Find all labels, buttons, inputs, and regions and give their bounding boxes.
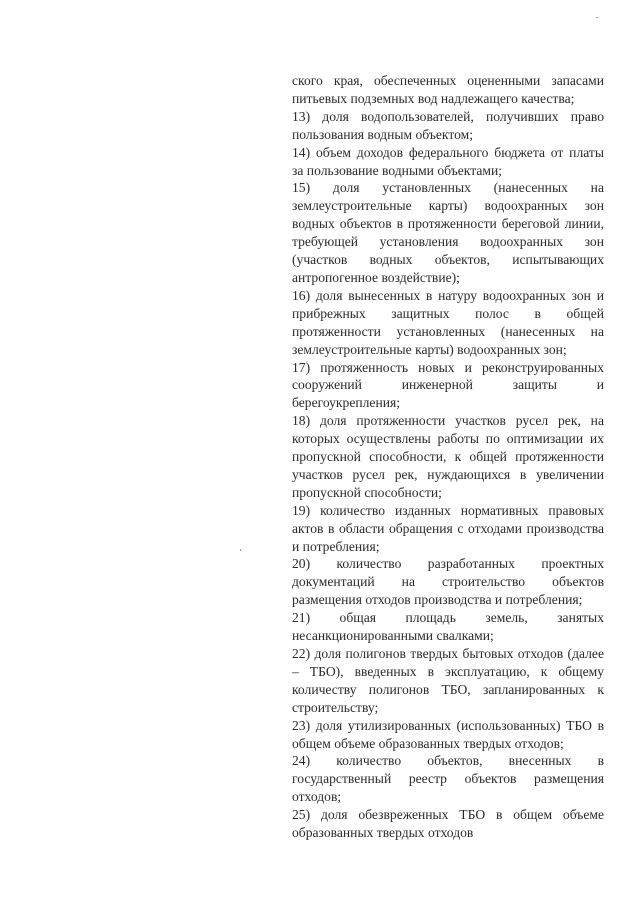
list-item: 13) доля водопользователей, получивших право пользования водным объектом; xyxy=(292,108,604,142)
list-item: 14) объем доходов федерального бюджета от платы за пользование водными объектами; xyxy=(292,144,604,178)
paragraph: ского края, обеспеченных оцененными запасами питьевых подземных вод надлежащего качества; xyxy=(292,73,604,106)
list-item: 19) количество изданных нормативных правовых актов в области обращения с отходами производства и потребления; xyxy=(292,502,604,554)
text-column xyxy=(292,72,604,842)
list-item: 23) доля утилизированных (использованных) ТБО в общем объеме образованных твердых отходов; xyxy=(292,717,604,751)
list-item: 17) протяженность новых и реконструированных сооружений инженерной защиты и берегоукрепления; xyxy=(292,359,604,411)
list-item: 25) доля обезвреженных ТБО в общем объеме образованных твердых отходов xyxy=(292,807,604,841)
list-item: 21) общая площадь земель, занятых несанкционированными свалками; xyxy=(292,610,604,644)
list-item: 22) доля полигонов твердых бытовых отходов (далее – ТБО), введенных в эксплуатацию, к общему количеству полигонов ТБО, запланированных к строительству; xyxy=(292,646,604,715)
list-item: 15) доля установленных (нанесенных на землеустроительные карты) водоохранных зон водных объектов в протяженности береговой линии, требующей установления водоохранных зон (участков водных объектов, испытывающих антропогенное воздействие); xyxy=(292,180,604,285)
scan-speck xyxy=(240,549,241,551)
list-item: 20) количество разработанных проектных документаций на строительство объектов размещения отходов производства и потребления; xyxy=(292,556,604,608)
list-item: 16) доля вынесенных в натуру водоохранных зон и прибрежных защитных полос в общей протяженности установленных (нанесенных на землеустроительные карты) водоохранных зон; xyxy=(292,287,604,357)
list-item: 24) количество объектов, внесенных в государственный реестр объектов размещения отходов; xyxy=(292,753,604,805)
list-item: 18) доля протяженности участков русел рек, на которых осуществлены работы по оптимизации их пропускной способности, к общей протяженности участков русел рек, нуждающихся в увеличении пропускной способности; xyxy=(292,413,604,500)
scan-speck xyxy=(596,17,598,18)
